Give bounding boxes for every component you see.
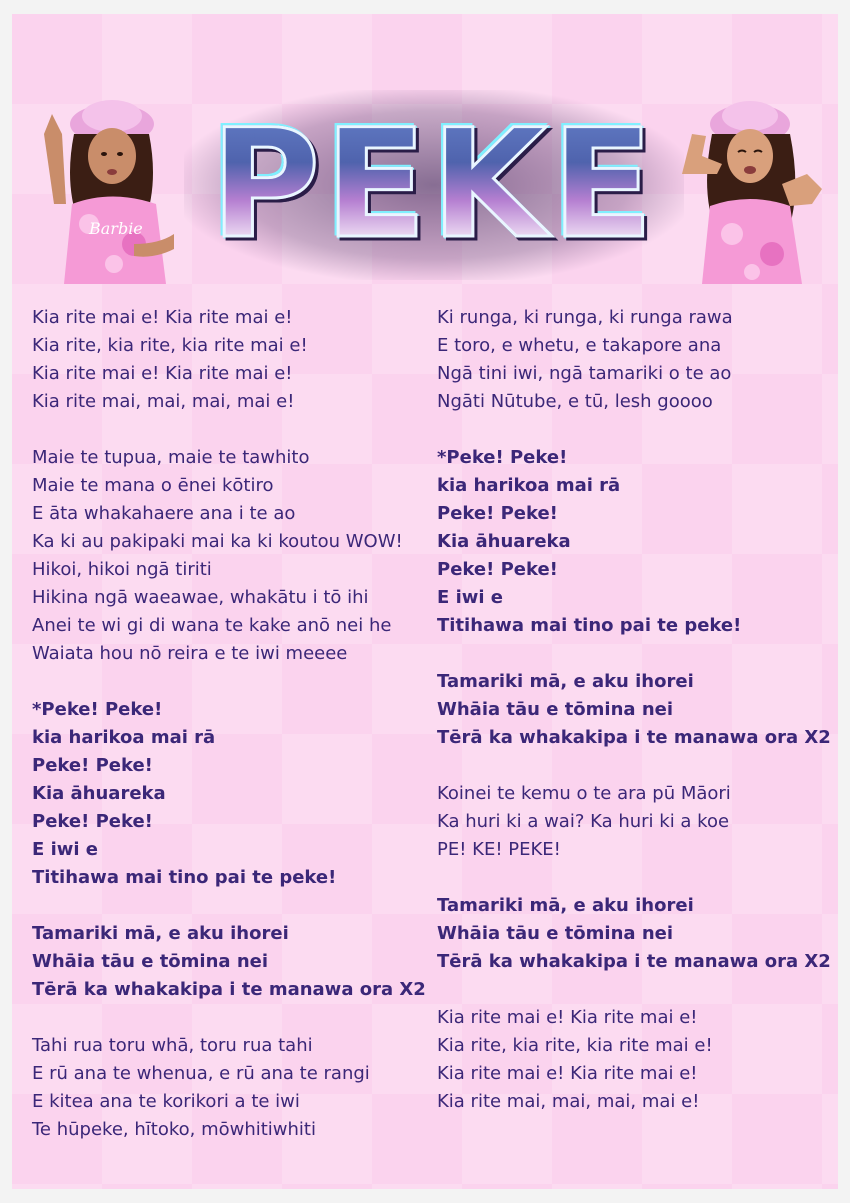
chorus-line: E iwi e [437, 587, 504, 608]
lyric-line: Kia rite mai, mai, mai, mai e! [32, 391, 295, 412]
chorus-line: Tamariki mā, e aku ihorei [32, 923, 289, 944]
chorus-line: Whāia tāu e tōmina nei [437, 923, 674, 944]
stanza-gap [32, 668, 427, 696]
lyric-line: Kia rite mai e! Kia rite mai e! [32, 363, 293, 384]
lyric-line: Ngā tini iwi, ngā tamariki o te ao [437, 363, 732, 384]
lyrics-column-right [437, 304, 832, 1116]
lyric-line: Kia rite mai, mai, mai, mai e! [437, 1091, 700, 1112]
chorus-line: Peke! Peke! [32, 755, 153, 776]
chorus-line: kia harikoa mai rā [437, 475, 621, 496]
poster-header [12, 74, 838, 284]
lyrics-column-left [32, 304, 427, 1144]
stanza-gap [437, 640, 832, 668]
lyric-line: Tahi rua toru whā, toru rua tahi [32, 1035, 313, 1056]
lyrics-poster [12, 14, 838, 1189]
lyric-line: Hikina ngā waeawae, whakātu i tō ihi [32, 587, 369, 608]
lyric-line: Ngāti Nūtube, e tū, lesh goooo [437, 391, 713, 412]
lyric-line: Maie te tupua, maie te tawhito [32, 447, 310, 468]
lyric-line: Maie te mana o ēnei kōtiro [32, 475, 274, 496]
lyric-line: E āta whakahaere ana i te ao [32, 503, 296, 524]
chorus-line: Kia āhuareka [437, 531, 571, 552]
chorus-line: Whāia tāu e tōmina nei [32, 951, 269, 972]
chorus-line: *Peke! Peke! [437, 447, 568, 468]
lyric-line: Anei te wi gi di wana te kake anō nei he [32, 615, 392, 636]
lyric-line: Kia rite, kia rite, kia rite mai e! [32, 335, 308, 356]
chorus-line: Kia āhuareka [32, 783, 166, 804]
chorus-line: Tērā ka whakakipa i te manawa ora X2 [437, 727, 831, 748]
lyric-line: Waiata hou nō reira e te iwi meeee [32, 643, 348, 664]
lyric-line: Kia rite mai e! Kia rite mai e! [437, 1007, 698, 1028]
lyric-line: E kitea ana te korikori a te iwi [32, 1091, 300, 1112]
lyric-line: Te hūpeke, hītoko, mōwhitiwhiti [32, 1119, 316, 1140]
poster-title: PEKE [184, 90, 684, 280]
stanza-gap [437, 752, 832, 780]
chorus-line: Peke! Peke! [437, 559, 558, 580]
lyric-line: Ki runga, ki runga, ki runga rawa [437, 307, 733, 328]
stanza-gap [32, 416, 427, 444]
chorus-line: Whāia tāu e tōmina nei [437, 699, 674, 720]
lyric-line: Hikoi, hikoi ngā tiriti [32, 559, 212, 580]
title-glow [184, 90, 684, 280]
svg-text:Barbie: Barbie [89, 219, 143, 238]
lyric-line: Kia rite mai e! Kia rite mai e! [437, 1063, 698, 1084]
chorus-line: kia harikoa mai rā [32, 727, 216, 748]
chorus-line: Peke! Peke! [32, 811, 153, 832]
chorus-line: Tērā ka whakakipa i te manawa ora X2 [437, 951, 831, 972]
girl-right-photo [662, 94, 832, 284]
chorus-line: E iwi e [32, 839, 99, 860]
stanza-gap [437, 976, 832, 1004]
chorus-line: Titihawa mai tino pai te peke! [32, 867, 337, 888]
chorus-line: Tamariki mā, e aku ihorei [437, 671, 694, 692]
stanza-gap [32, 1004, 427, 1032]
lyric-line: Ka ki au pakipaki mai ka ki koutou WOW! [32, 531, 403, 552]
chorus-line: Tamariki mā, e aku ihorei [437, 895, 694, 916]
lyric-line: Ka huri ki a wai? Ka huri ki a koe [437, 811, 730, 832]
lyric-line: E rū ana te whenua, e rū ana te rangi [32, 1063, 370, 1084]
chorus-line: *Peke! Peke! [32, 699, 163, 720]
stanza-gap [437, 864, 832, 892]
lyric-line: Koinei te kemu o te ara pū Māori [437, 783, 731, 804]
lyric-line: Kia rite, kia rite, kia rite mai e! [437, 1035, 713, 1056]
chorus-line: Tērā ka whakakipa i te manawa ora X2 [32, 979, 426, 1000]
chorus-line: Titihawa mai tino pai te peke! [437, 615, 742, 636]
chorus-line: Peke! Peke! [437, 503, 558, 524]
stanza-gap [437, 416, 832, 444]
lyric-line: Kia rite mai e! Kia rite mai e! [32, 307, 293, 328]
lyric-line: PE! KE! PEKE! [437, 839, 561, 860]
lyric-line: E toro, e whetu, e takapore ana [437, 335, 722, 356]
girl-left-photo [34, 94, 184, 284]
stanza-gap [32, 892, 427, 920]
